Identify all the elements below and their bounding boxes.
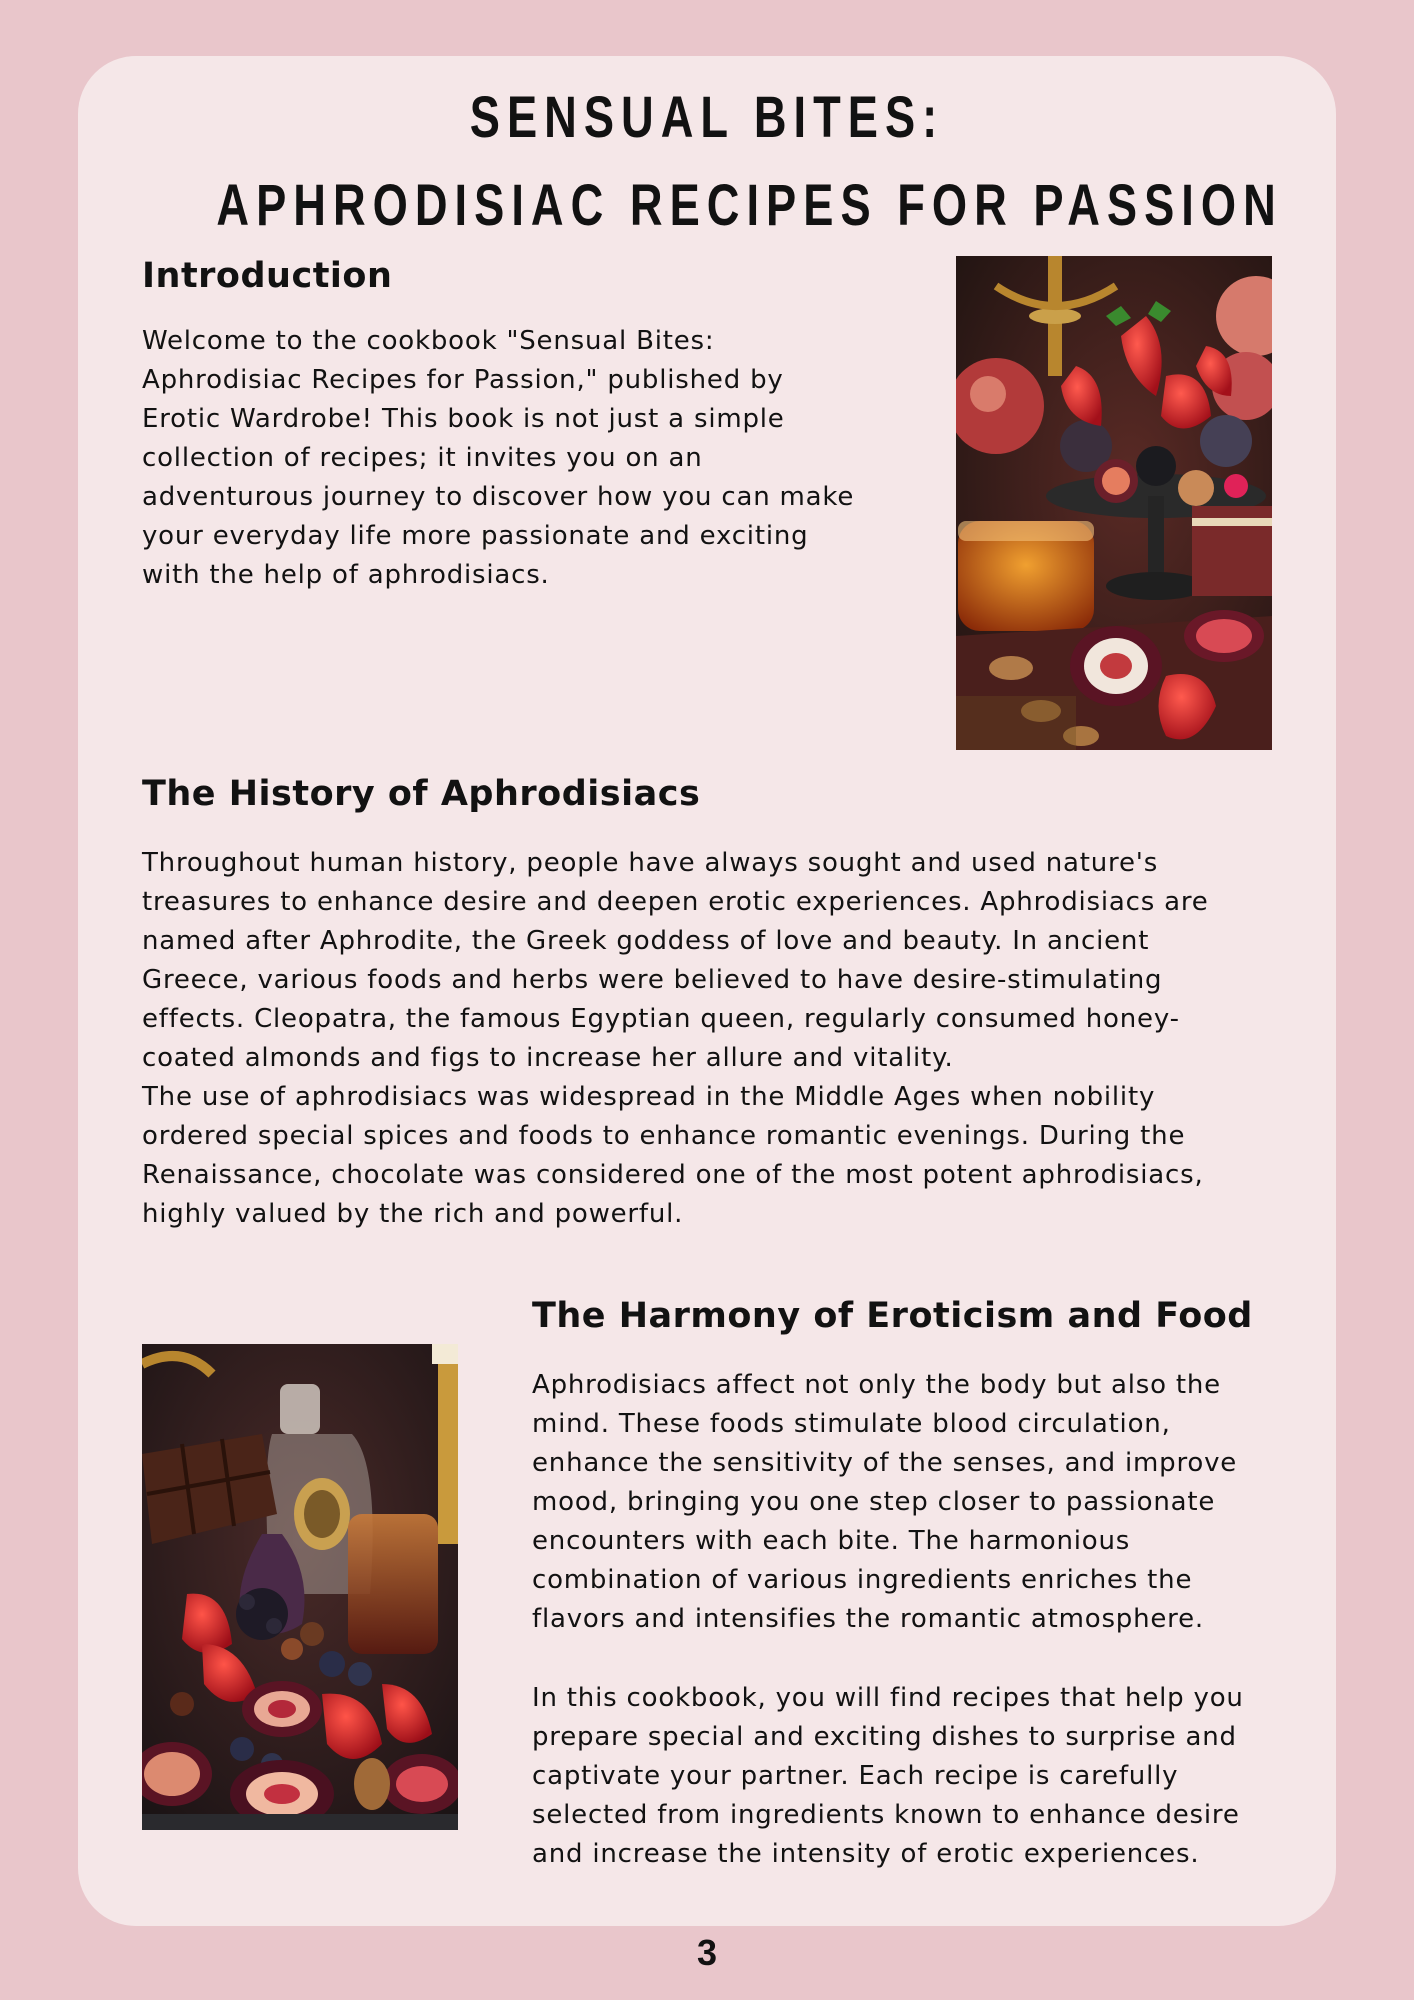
harmony-text-1: Aphrodisiacs affect not only the body but also the mind. These foods stimulate blood circulation, enhance the sensitivity of the senses, and improve mood, bringing you one step closer to passionate encounters with each bite. The harmonious combination of various ingredients enriches the flavors and intensifies the romantic atmosphere. — [532, 1370, 1238, 1634]
history-heading: The History of Aphrodisiacs — [142, 774, 701, 814]
title-line-2: APHRODISIAC RECIPES FOR PASSION — [216, 173, 1283, 238]
introduction-heading: Introduction — [142, 256, 393, 296]
introduction-text: Welcome to the cookbook "Sensual Bites: Aphrodisiac Recipes for Passion," published by Erotic Wardrobe! This book is not just a simple collection of recipes; it invites you on an adventurous journey to discover how you can make your everyday life more passionate and exciting with the help of aphrodisiacs. — [142, 326, 855, 590]
harmony-text-2: In this cookbook, you will find recipes that help you prepare special and exciting dishes to surprise and captivate your partner. Each recipe is carefully selected from ingredients known to enhance desire and increase the intensity of erotic experiences. — [532, 1683, 1244, 1869]
page-number: 3 — [696, 1932, 718, 1973]
title-line-1: SENSUAL BITES: — [469, 85, 945, 150]
harmony-heading: The Harmony of Eroticism and Food — [532, 1296, 1253, 1336]
history-text: Throughout human history, people have always sought and used nature's treasures to enhance desire and deepen erotic experiences. Aphrodisiacs are named after Aphrodite, the Greek goddess of love and beauty. In ancient Greece, various foods and herbs were believed to have desire-stimulating effects. Cleopatra, the famous Egyptian queen, regularly consumed honey- coated almonds and figs to increase her allure and vitality. The use of aphrodisiacs was widespread in the Middle Ages when nobility ordered special spices and foods to enhance romantic evenings. During the Renaissance, chocolate was considered one of the most potent aphrodisiacs, highly valued by the rich and powerful. — [142, 848, 1209, 1229]
chocolate-figs-photo — [142, 1344, 458, 1830]
fruit-honey-photo — [956, 256, 1272, 750]
